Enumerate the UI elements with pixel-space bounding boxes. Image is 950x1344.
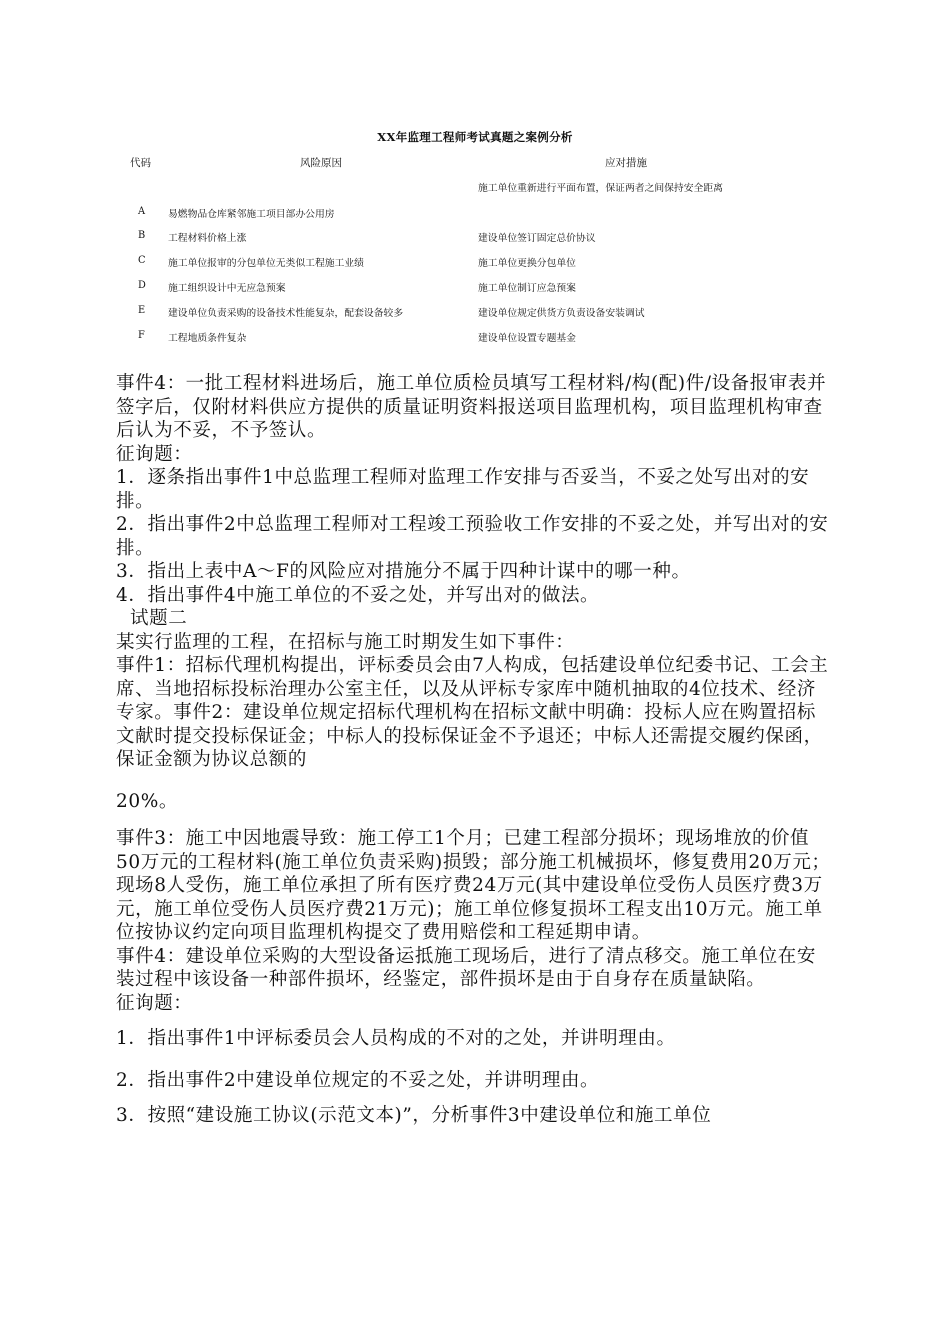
question-item: 4．指出事件4中施工单位的不妥之处，并写出对的做法。: [116, 584, 600, 606]
row-measure: 施工单位重新进行平面布置，保证两者之间保持安全距离: [478, 183, 723, 194]
row-risk: 建设单位负责采购的设备技术性能复杂，配套设备较多: [168, 308, 404, 319]
table-row: [0, 180, 950, 196]
row-risk: 施工组织设计中无应急预案: [168, 283, 286, 294]
table-row: [0, 206, 950, 222]
event-4b-paragraph: 事件4：建设单位采购的大型设备运抵施工现场后，进行了清点移交。施工单位在安装过程中该设备一种部件损坏，经鉴定，部件损坏是由于自身存在质量缺陷。: [116, 945, 816, 990]
table-row: [0, 280, 950, 296]
table-header-measure: 应对措施: [605, 157, 647, 169]
question-item: 2．指出事件2中总监理工程师对工程竣工预验收工作安排的不妥之处，并写出对的安排。: [116, 514, 829, 559]
row-code: F: [138, 330, 145, 341]
event-1-2-paragraph: 事件1：招标代理机构提出，评标委员会由7人构成，包括建设单位纪委书记、工会主席、当地招标投标治理办公室主任，以及从评标专家库中随机抽取的4位技术、经济专家。事件2：建设单位规定招标代理机构在招标文献中明确：投标人应在购置招标文献时提交投标保证金；中标人的投标保证金不予退还；中标人还需提交履约保函，保证金额为协议总额的: [116, 655, 829, 770]
document-title: XX年监理工程师考试真题之案例分析: [377, 130, 573, 144]
row-risk: 工程材料价格上涨: [168, 233, 247, 244]
table-row: [0, 305, 950, 321]
row-risk: 施工单位报审的分包单位无类似工程施工业绩: [168, 258, 364, 269]
question-item: 1．逐条指出事件1中总监理工程师对监理工作安排与否妥当，不妥之处写出对的安排。: [116, 467, 810, 512]
question-item: 3．按照“建设施工协议(示范文本)”，分析事件3中建设单位和施工单位: [116, 1105, 712, 1126]
document-body: [116, 372, 832, 1128]
table-row: [0, 330, 950, 346]
row-measure: 建设单位签订固定总价协议: [478, 233, 596, 244]
event-3-paragraph: 事件3：施工中因地震导致：施工停工1个月；已建工程部分损坏；现场堆放的价值50万元的工程材料(施工单位负责采购)损毁；部分施工机械损坏，修复费用20万元；现场8人受伤，施工单位承担了所有医疗费24万元(其中建设单位受伤人员医疗费3万元，施工单位受伤人员医疗费21万元)；施工单位修复损坏工程支出10万元。施工单位按协议约定向项目监理机构提交了费用赔偿和工程延期申请。: [116, 828, 831, 943]
row-risk: 易燃物品仓库紧邻施工项目部办公用房: [168, 209, 335, 220]
table-header-risk: 风险原因: [300, 157, 342, 169]
question-item: 3．指出上表中A～F的风险应对措施分不属于四种计谋中的哪一种。: [116, 561, 691, 582]
table-row: [0, 230, 950, 246]
table-row: [0, 255, 950, 271]
row-code: B: [138, 230, 146, 241]
event-4-paragraph: 事件4：一批工程材料进场后，施工单位质检员填写工程材料/构(配)件/设备报审表并签字后，仅附材料供应方提供的质量证明资料报送项目监理机构，项目监理机构审查后认为不妥，不予签认。: [116, 373, 827, 441]
question-item: 2．指出事件2中建设单位规定的不妥之处，并讲明理由。: [116, 1069, 600, 1091]
row-measure: 建设单位规定供货方负责设备安装调试: [478, 308, 645, 319]
row-code: D: [138, 280, 146, 291]
percent-line: 20%。: [116, 790, 179, 812]
questions-heading: 征询题：: [116, 443, 193, 465]
row-measure: 施工单位制订应急预案: [478, 283, 576, 294]
row-risk: 工程地质条件复杂: [168, 333, 247, 344]
row-code: E: [138, 305, 146, 316]
section-heading: 试题二: [130, 608, 188, 629]
row-measure: 施工单位更换分包单位: [478, 258, 576, 269]
row-measure: 建设单位设置专题基金: [478, 333, 576, 344]
questions-heading: 征询题：: [116, 992, 193, 1014]
table-header-code: 代码: [130, 157, 151, 169]
question-item: 1．指出事件1中评标委员会人员构成的不对的之处，并讲明理由。: [116, 1028, 676, 1049]
row-code: C: [138, 255, 146, 266]
intro-paragraph: 某实行监理的工程，在招标与施工时期发生如下事件：: [116, 631, 575, 653]
row-code: A: [138, 206, 146, 217]
